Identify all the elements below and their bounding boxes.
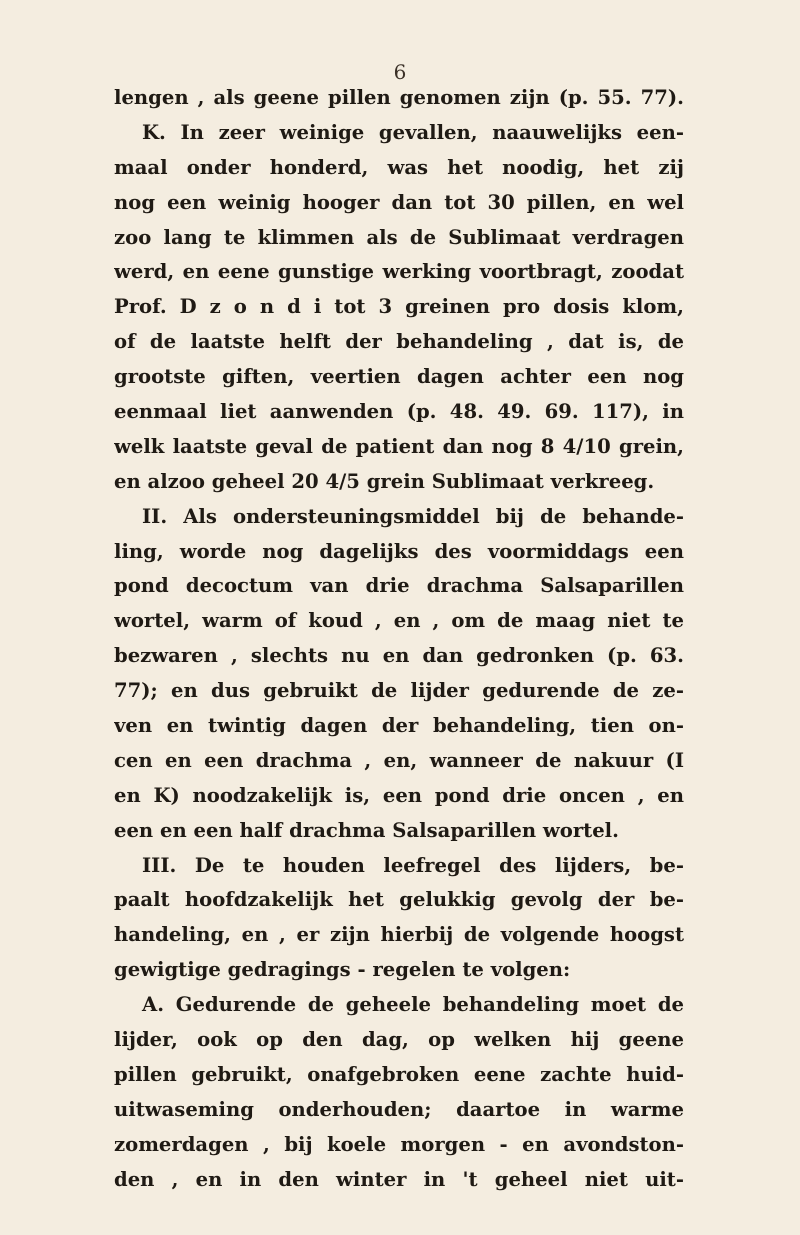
text-line: III. De te houden leefregel des lijders, be- xyxy=(142,853,684,877)
text-line: den , en in den winter in 't geheel niet uit- xyxy=(114,1167,684,1191)
text-line: gewigtige gedragings - regelen te volgen: xyxy=(114,958,571,982)
text-line: wortel, warm of koud , en , om de maag niet te xyxy=(114,609,684,633)
text-line: en alzoo geheel 20 4/5 grein Sublimaat verkreeg. xyxy=(114,469,655,493)
text-line: zomerdagen , bij koele morgen - en avondston- xyxy=(114,1132,684,1156)
text-line: bezwaren , slechts nu en dan gedronken (p. 63. xyxy=(114,644,684,668)
text-line: Prof. D z o n d i tot 3 greinen pro dosis klom, xyxy=(114,295,684,319)
text-line: eenmaal liet aanwenden (p. 48. 49. 69. 117), in xyxy=(114,400,684,424)
text-line: ven en twintig dagen der behandeling, tien on- xyxy=(114,714,684,738)
text-line: lengen , als geene pillen genomen zijn (p. 55. 77). xyxy=(114,86,684,109)
text-line: pond decoctum van drie drachma Salsaparillen xyxy=(114,574,684,598)
text-line: pillen gebruikt, onafgebroken eene zachte huid- xyxy=(114,1062,684,1086)
text-line: grootste giften, veertien dagen achter een nog xyxy=(114,365,684,389)
text-line: maal onder honderd, was het noodig, het zij xyxy=(114,155,684,179)
text-line: en K) noodzakelijk is, een pond drie oncen , en xyxy=(114,783,684,807)
text-line: welk laatste geval de patient dan nog 8 4/10 grein, xyxy=(114,434,684,458)
text-line: A. Gedurende de geheele behandeling moet de xyxy=(142,993,684,1017)
text-line: II. Als ondersteuningsmiddel bij de behande- xyxy=(142,504,684,528)
text-line: K. In zeer weinige gevallen, naauwelijks een- xyxy=(142,120,684,144)
text-line: 77); en dus gebruikt de lijder gedurende de ze- xyxy=(114,679,684,703)
text-line: lijder, ook op den dag, op welken hij geene xyxy=(114,1028,684,1052)
page-number: 6 xyxy=(393,60,407,84)
text-line: of de laatste helft der behandeling , dat is, de xyxy=(114,330,684,354)
text-line: ling, worde nog dagelijks des voormiddags een xyxy=(114,539,684,563)
body-text xyxy=(114,81,684,1198)
text-line: cen en een drachma , en, wanneer de nakuur (I xyxy=(114,748,684,772)
text-line: zoo lang te klimmen als de Sublimaat verdragen xyxy=(114,225,684,249)
text-line: paalt hoofdzakelijk het gelukkig gevolg der be- xyxy=(114,888,684,912)
text-line: handeling, en , er zijn hierbij de volgende hoogst xyxy=(114,923,684,947)
text-line: uitwaseming onderhouden; daartoe in warme xyxy=(114,1097,684,1121)
text-line: werd, en eene gunstige werking voortbragt, zoodat xyxy=(114,260,684,284)
text-line: nog een weinig hooger dan tot 30 pillen, en wel xyxy=(114,190,684,214)
text-line: een en een half drachma Salsaparillen wortel. xyxy=(114,818,619,842)
